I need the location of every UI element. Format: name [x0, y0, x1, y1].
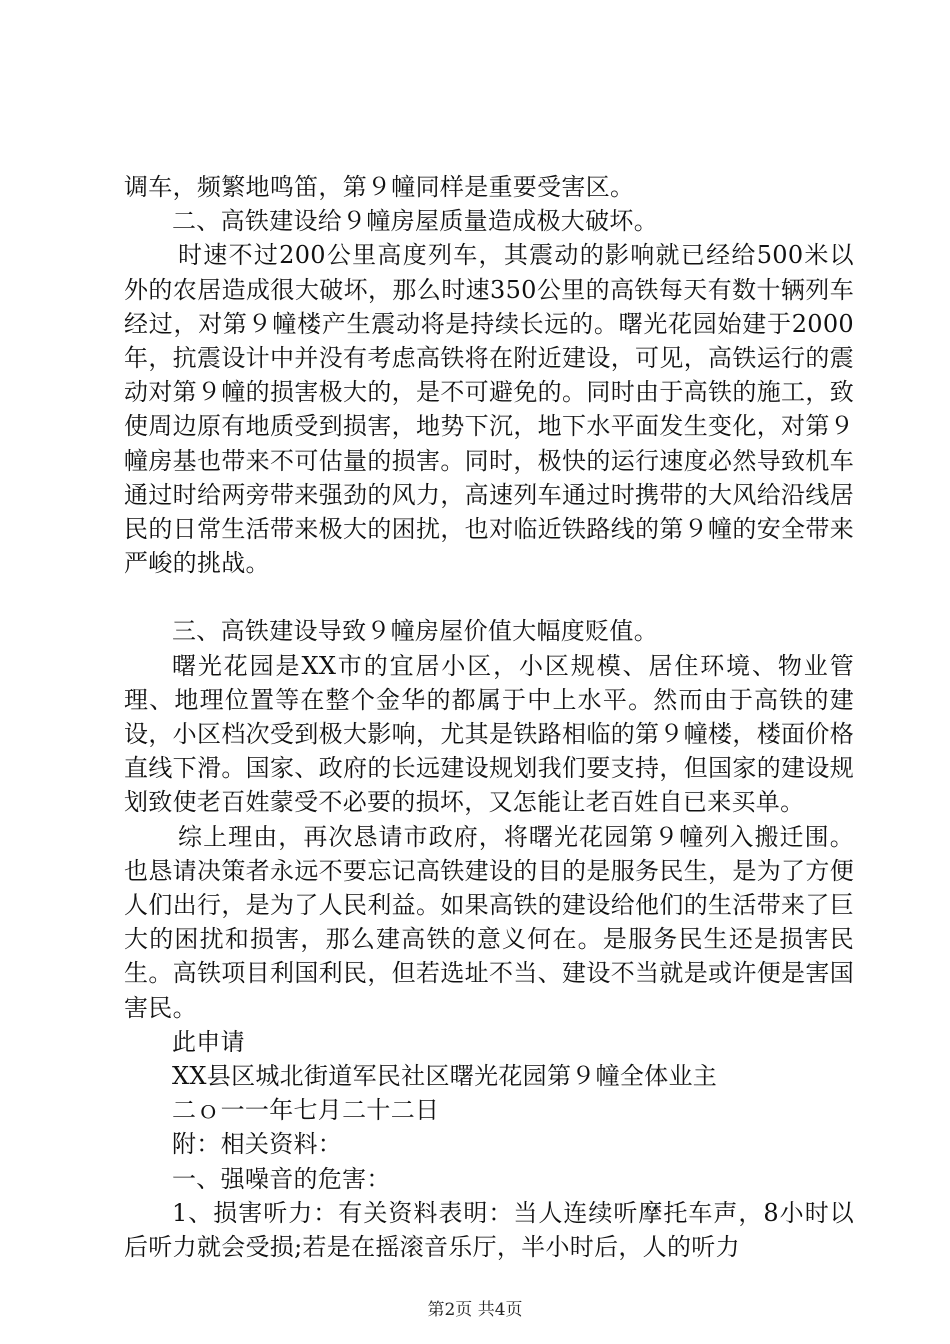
page-footer — [0, 1300, 950, 1320]
signature-line: XX县区城北街道军民社区曙光花园第９幢全体业主 — [172, 1062, 718, 1091]
page-indicator: 第2页 共4页 — [427, 1300, 523, 1320]
section-heading-3: 三、高铁建设导致９幢房屋价值大幅度贬值。 — [172, 617, 658, 646]
date-line: 二ｏ一一年七月二十二日 — [172, 1096, 440, 1125]
section-heading-2: 二、高铁建设给９幢房屋质量造成极大破坏。 — [172, 207, 658, 236]
attachment-paragraph-1: 1、损害听力：有关资料表明：当人连续听摩托车声，8小时以后听力就会受损;若是在摇滚音乐厅，半小时后，人的听力 — [124, 1198, 854, 1262]
paragraph-property-value: 曙光花园是XX市的宜居小区，小区规模、居住环境、物业管理、地理位置等在整个金华的都属于中上水平。然而由于高铁的建设，小区档次受到极大影响，尤其是铁路相临的第９幢楼，楼面价格直线下滑。国家、政府的长远建设规划我们要支持，但国家的建设规划致使老百姓蒙受不必要的损坏，又怎能让老百姓自已来买单。 — [124, 651, 854, 817]
closing-phrase: 此申请 — [172, 1027, 245, 1056]
document-body — [124, 170, 854, 1264]
paragraph-continued: 调车，频繁地鸣笛，第９幢同样是重要受害区。 — [124, 173, 635, 201]
paragraph-vibration-damage: 时速不过200公里高度列车，其震动的影响就已经给500米以外的农居造成很大破坏，那么时速350公里的高铁每天有数十辆列车经过，对第９幢楼产生震动将是持续长远的。曙光花园始建于2000年，抗震设计中并没有考虑高铁将在附近建设，可见，高铁运行的震动对第９幢的损害极大的，是不可避免的。同时由于高铁的施工，致使周边原有地质受到损害，地势下沉，地下水平面发生变化，对第９幢房基也带来不可估量的损害。同时，极快的运行速度必然导致机车通过时给两旁带来强劲的风力，高速列车通过时携带的大风给沿线居民的日常生活带来极大的困扰，也对临近铁路线的第９幢的安全带来严峻的挑战。 — [124, 241, 854, 578]
paragraph-conclusion: 综上理由，再次恳请市政府，将曙光花园第９幢列入搬迁围。也恳请决策者永远不要忘记高铁建设的目的是服务民生，是为了方便人们出行，是为了人民利益。如果高铁的建设给他们的生活带来了巨大的困扰和损害，那么建高铁的意义何在。是服务民生还是损害民生。高铁项目利国利民，但若选址不当、建设不当就是或许便是害国害民。 — [124, 822, 854, 1022]
attachment-label: 附：相关资料： — [172, 1130, 343, 1159]
attachment-heading-1: 一、强噪音的危害： — [172, 1164, 391, 1193]
